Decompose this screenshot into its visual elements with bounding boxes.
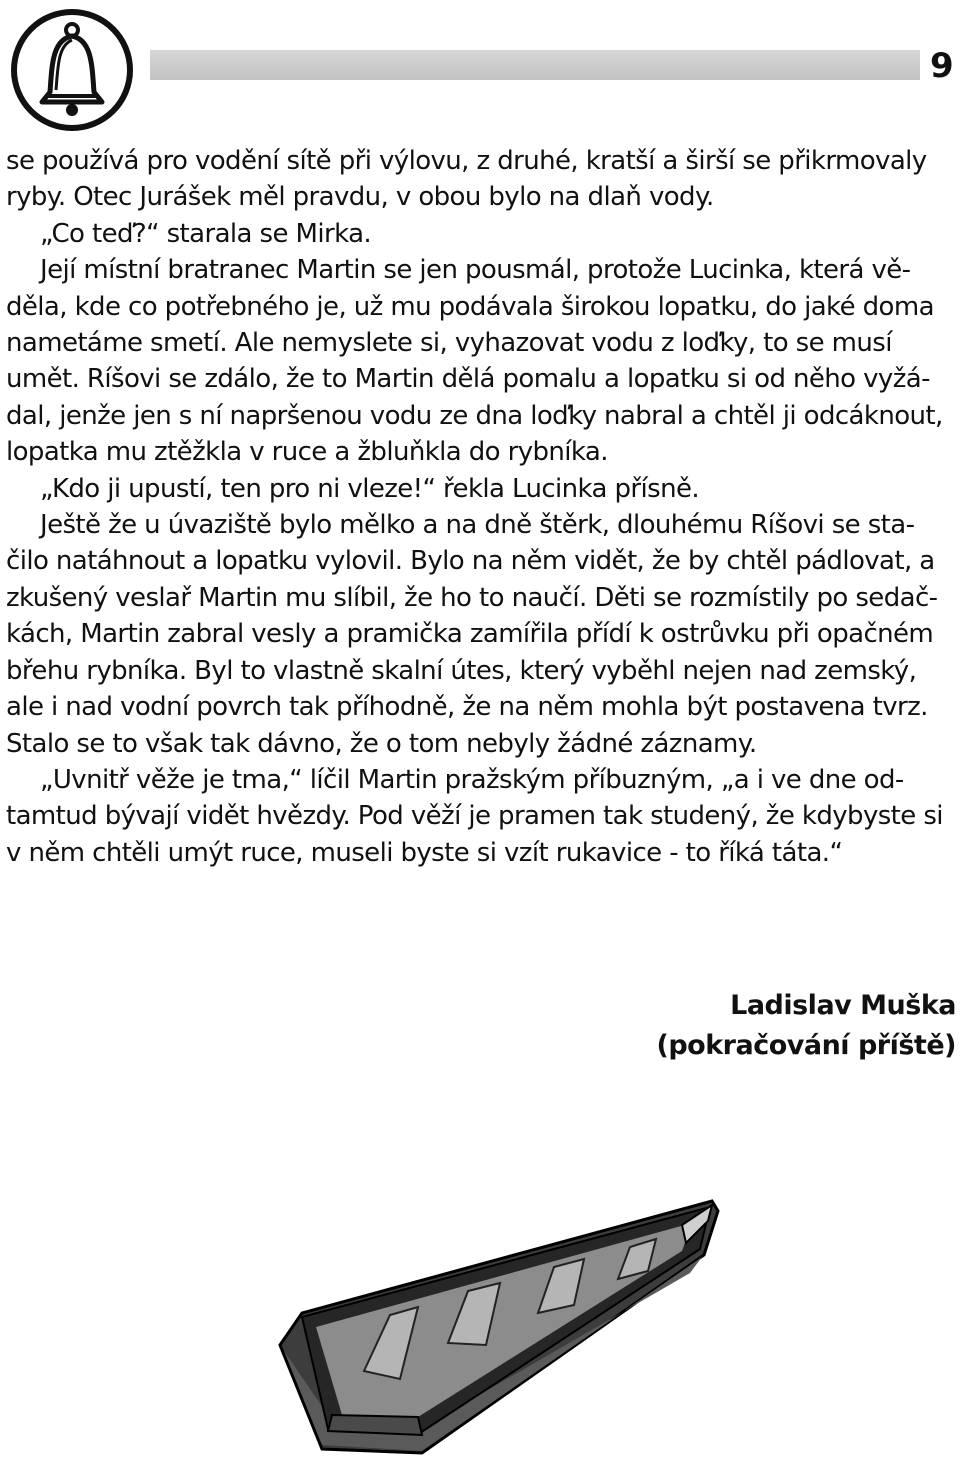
story-line: Ještě že u úvaziště bylo mělko a na dně štěrk, dlouhému Ríšovi se sta- [40, 510, 915, 541]
story-line: nametáme smetí. Ale nemyslete si, vyhazovat vodu z loďky, to se musí [6, 328, 892, 359]
story-line: děla, kde co potřebného je, už mu podávala širokou lopatku, do jaké doma [6, 291, 934, 322]
story-line: čilo natáhnout a lopatku vylovil. Bylo na něm vidět, že by chtěl pádlovat, a [6, 546, 935, 577]
story-line: „Co teď?“ starala se Mirka. [40, 218, 372, 249]
author-name: Ladislav Muška [730, 990, 956, 1021]
story-line: zkušený veslař Martin mu slíbil, že ho to naučí. Děti se rozmístily po sedač- [6, 582, 938, 613]
continuation-note: (pokračování příště) [656, 1030, 956, 1061]
story-line: Stalo se to však tak dávno, že o tom nebyly žádné záznamy. [6, 728, 757, 759]
bell-icon [6, 6, 138, 134]
story-line: Její místní bratranec Martin se jen pousmál, protože Lucinka, která vě- [40, 255, 911, 286]
story-line: „Kdo ji upustí, ten pro ni vleze!“ řekla Lucinka přísně. [40, 473, 700, 504]
story-line: „Uvnitř věže je tma,“ líčil Martin pražským příbuzným, „a i ve dne od- [40, 764, 904, 795]
story-line: ryby. Otec Jurášek měl pravdu, v obou bylo na dlaň vody. [6, 182, 714, 213]
header-bar [150, 50, 920, 80]
story-line: umět. Ríšovi se zdálo, že to Martin dělá pomalu a lopatku si od něho vyžá- [6, 364, 930, 395]
story-line: lopatka mu ztěžkla v ruce a žbluňkla do rybníka. [6, 437, 608, 468]
rowboat-illustration [272, 1195, 722, 1465]
story-line: kách, Martin zabral vesly a pramička zamířila přídí k ostrůvku při opačném [6, 619, 934, 650]
story-line: břehu rybníka. Byl to vlastně skalní útes, který vyběhl nejen nad zemský, [6, 655, 917, 686]
author-block [657, 986, 957, 1066]
story-line: se používá pro vodění sítě při výlovu, z druhé, kratší a širší se přikrmovaly [6, 146, 927, 176]
story-line: dal, jenže jen s ní napršenou vodu ze dna loďky nabral a chtěl ji odcáknout, [6, 400, 943, 431]
story-line: v něm chtěli umýt ruce, museli byste si vzít rukavice - to říká táta.“ [6, 837, 843, 868]
story-text [6, 143, 958, 871]
story-line: tamtud bývají vidět hvězdy. Pod věží je pramen tak studený, že kdybyste si [6, 801, 943, 832]
page-number: 9 [930, 46, 953, 86]
story-line: ale i nad vodní povrch tak příhodně, že na něm mohla být postavena tvrz. [6, 692, 928, 723]
